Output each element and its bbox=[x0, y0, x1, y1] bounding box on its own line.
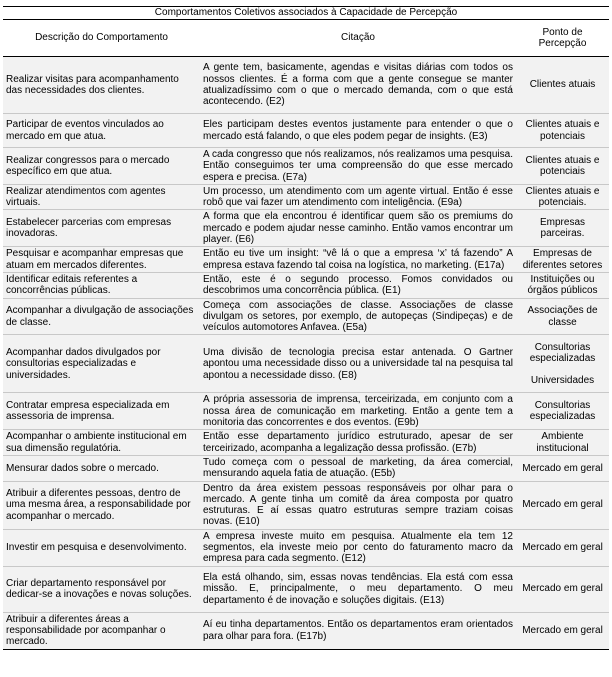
table-row bbox=[3, 612, 609, 649]
citation: A gente tem, basicamente, agendas e visitas diárias com todos os nossos clientes. É a forma com que a gente consegue se manter atualizadíssimo com o que o mercado demanda, com o que está acontecendo. (E2) bbox=[200, 57, 516, 114]
perception-point: Empresas de diferentes setores bbox=[516, 247, 609, 273]
table-row bbox=[3, 529, 609, 566]
citation: Tudo começa com o pessoal de marketing, da área comercial, mensurando aquela fatia de atuação. (E5b) bbox=[200, 455, 516, 481]
citation: A empresa investe muito em pesquisa. Atualmente ela tem 12 segmentos, ela investe meio por cento do faturamento macro da empresa para cada segmento. (E12) bbox=[200, 529, 516, 566]
citation: Eles participam destes eventos justamente para entender o que o mercado está falando, o que eles podem pegar de insights. (E3) bbox=[200, 114, 516, 148]
header-description: Descrição do Comportamento bbox=[3, 20, 200, 57]
citation: A forma que ela encontrou é identificar quem são os premiums do mercado e podem ajudar nesse caminho. Então vamos encontrar um player. (E6) bbox=[200, 210, 516, 247]
citation: Uma divisão de tecnologia precisa estar antenada. O Gartner apontou uma necessidade disso ou a universidade tal na pesquisa tal apontou a necessidade disso. (E8) bbox=[200, 335, 516, 393]
perception-point: Mercado em geral bbox=[516, 529, 609, 566]
perception-point: Clientes atuais e potenciais bbox=[516, 148, 609, 185]
table-row bbox=[3, 566, 609, 612]
perception-point: Clientes atuais e potenciais. bbox=[516, 184, 609, 210]
behavior-description: Acompanhar dados divulgados por consultorias especializadas e universidades. bbox=[3, 335, 200, 393]
behavior-description: Realizar atendimentos com agentes virtuais. bbox=[3, 184, 200, 210]
citation: Começa com associações de classe. Associações de classe divulgam os setores, por exemplo, de autopeças (Sindipeças) e de veículos automotores Anfavea. (E5a) bbox=[200, 298, 516, 335]
table-header-row bbox=[3, 20, 609, 57]
perception-point: Mercado em geral bbox=[516, 612, 609, 649]
table-row bbox=[3, 298, 609, 335]
table-row bbox=[3, 57, 609, 114]
perception-point-spacer bbox=[519, 364, 606, 375]
perception-point: Clientes atuais e potenciais bbox=[516, 114, 609, 148]
table-row bbox=[3, 455, 609, 481]
table-title-row bbox=[3, 7, 609, 20]
table-row bbox=[3, 335, 609, 393]
behavior-description: Realizar congressos para o mercado específico em que atua. bbox=[3, 148, 200, 185]
header-perception-point: Ponto de Percepção bbox=[516, 20, 609, 57]
citation: Um processo, um atendimento com um agente virtual. Então é esse robô que vai fazer um atendimento com inteligência. (E9a) bbox=[200, 184, 516, 210]
behavior-description: Participar de eventos vinculados ao mercado em que atua. bbox=[3, 114, 200, 148]
behavior-description: Investir em pesquisa e desenvolvimento. bbox=[3, 529, 200, 566]
behavior-description: Atribuir a diferentes áreas a responsabilidade por acompanhar o mercado. bbox=[3, 612, 200, 649]
perception-point: Empresas parceiras. bbox=[516, 210, 609, 247]
behavior-description: Mensurar dados sobre o mercado. bbox=[3, 455, 200, 481]
behavior-description: Atribuir a diferentes pessoas, dentro de uma mesma área, a responsabilidade por acompanhar o mercado. bbox=[3, 481, 200, 529]
table-title: Comportamentos Coletivos associados à Capacidade de Percepção bbox=[3, 7, 609, 20]
behavior-description: Contratar empresa especializada em assessoria de imprensa. bbox=[3, 393, 200, 430]
behavior-description: Acompanhar o ambiente institucional em sua dimensão regulatória. bbox=[3, 430, 200, 456]
table-container bbox=[3, 6, 609, 650]
header-citation: Citação bbox=[200, 20, 516, 57]
citation: A cada congresso que nós realizamos, nós realizamos uma pesquisa. Então conseguimos ter uma compreensão do que esse mercado espera e precisa. (E7a) bbox=[200, 148, 516, 185]
table-row bbox=[3, 481, 609, 529]
citation: Então esse departamento jurídico estruturado, apesar de ser terceirizado, acompanha a legalização dessa profissão. (E7b) bbox=[200, 430, 516, 456]
behavior-description: Estabelecer parcerias com empresas inovadoras. bbox=[3, 210, 200, 247]
citation: Dentro da área existem pessoas responsáveis por olhar para o mercado. A gente tinha um comitê da área composta por quatro estruturas. E aí essas quatro estruturas sempre traziam coisas novas. (E10) bbox=[200, 481, 516, 529]
table-row bbox=[3, 148, 609, 185]
citation: Ela está olhando, sim, essas novas tendências. Ela está com essa missão. E, principalmente, o meu departamento. O meu departamento é de inovação e soluções digitais. (E13) bbox=[200, 566, 516, 612]
behavior-description: Identificar editais referentes a concorrências públicas. bbox=[3, 272, 200, 298]
perception-point: Mercado em geral bbox=[516, 481, 609, 529]
citation: Aí eu tinha departamentos. Então os departamentos eram orientados para olhar para fora. (E17b) bbox=[200, 612, 516, 649]
perception-point: Associações de classe bbox=[516, 298, 609, 335]
table-row bbox=[3, 247, 609, 273]
perception-point-primary: Consultorias especializadas bbox=[529, 341, 596, 364]
behavior-description: Pesquisar e acompanhar empresas que atuam em mercados diferentes. bbox=[3, 247, 200, 273]
perception-point: Consultorias especializadas bbox=[516, 393, 609, 430]
perception-point: Ambiente institucional bbox=[516, 430, 609, 456]
table-row bbox=[3, 272, 609, 298]
behavior-description: Acompanhar a divulgação de associações de classe. bbox=[3, 298, 200, 335]
behavior-description: Realizar visitas para acompanhamento das necessidades dos clientes. bbox=[3, 57, 200, 114]
behavior-description: Criar departamento responsável por dedicar-se a inovações e novas soluções. bbox=[3, 566, 200, 612]
citation: Então, este é o segundo processo. Fomos convidados ou descobrimos uma concorrência pública. (E1) bbox=[200, 272, 516, 298]
table-row bbox=[3, 430, 609, 456]
citation: Então eu tive um insight: “vê lá o que a empresa ‘x’ tá fazendo” A empresa estava fazendo tal coisa na logística, no marketing. (E17a) bbox=[200, 247, 516, 273]
perception-behaviors-table bbox=[3, 6, 609, 650]
table-row bbox=[3, 393, 609, 430]
perception-point: Mercado em geral bbox=[516, 566, 609, 612]
perception-point: Mercado em geral bbox=[516, 455, 609, 481]
perception-point: Instituições ou órgãos públicos bbox=[516, 272, 609, 298]
perception-point: Clientes atuais bbox=[516, 57, 609, 114]
table-row bbox=[3, 210, 609, 247]
table-row bbox=[3, 114, 609, 148]
perception-point bbox=[516, 335, 609, 393]
perception-point-secondary: Universidades bbox=[530, 375, 595, 387]
table-row bbox=[3, 184, 609, 210]
citation: A própria assessoria de imprensa, terceirizada, em conjunto com a nossa área de comunicação em marketing. Então a gente tem a monitoria das concorrentes e dos eventos. (E9b) bbox=[200, 393, 516, 430]
